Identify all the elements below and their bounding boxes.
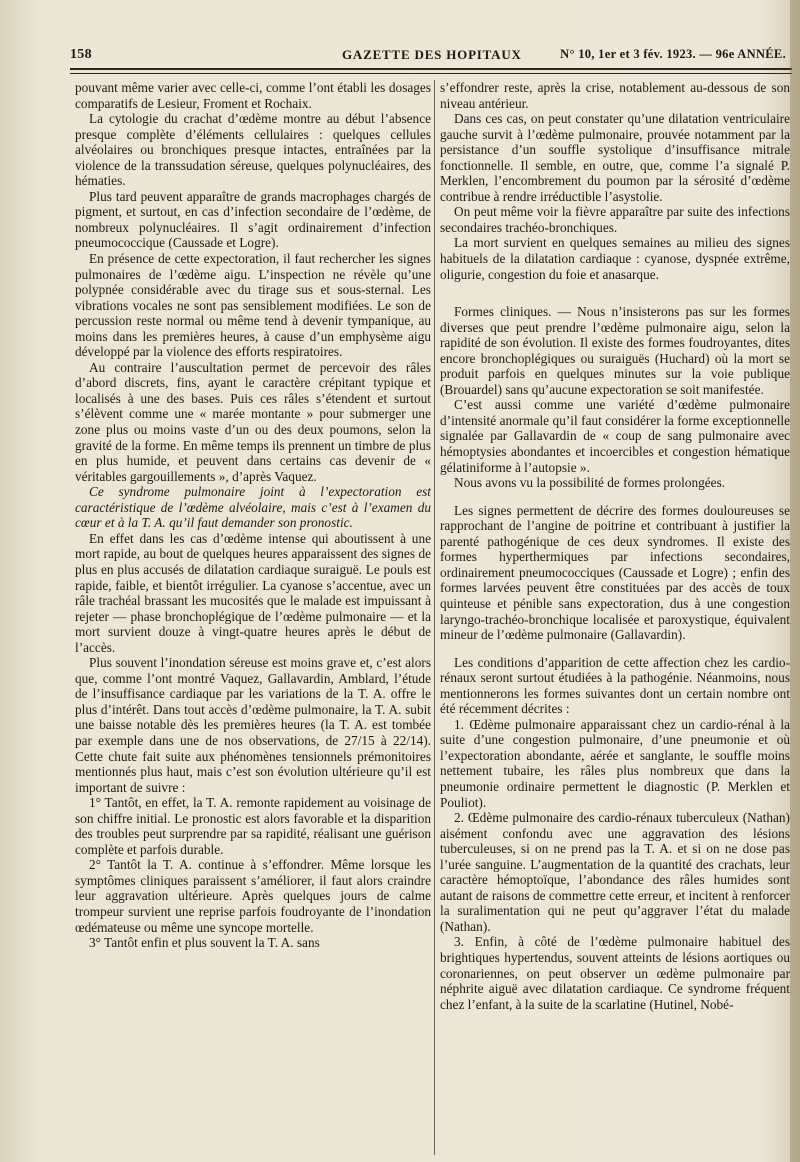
page-number: 158 bbox=[70, 47, 92, 62]
paragraph: 2° Tantôt la T. A. continue à s’effondrer. Même lorsque les symptômes cliniques paraissent s’améliorer, il faut alors craindre leur aggravation ultérieure. Après quelques jours de calme trompeur survient une reprise parfois foudroyante de l’inondation œdémateuse ou même une syncope mortelle. bbox=[75, 857, 431, 935]
paragraph: 3° Tantôt enfin et plus souvent la T. A. sans bbox=[89, 935, 320, 951]
paragraph: La mort survient en quelques semaines au milieu des signes habituels de la dilatation cardiaque : cyanose, dyspnée extrême, oligurie, congestion du foie et anasarque. bbox=[440, 235, 790, 282]
paragraph: En effet dans les cas d’œdème intense qui aboutissent à une mort rapide, au bout de quelques heures apparaissent des signes de plus en plus accusés de dilatation cardiaque suraiguë. Le pouls est rapide, faible, et bientôt irrégulier. La cyanose s’accentue, avec un râle trachéal brassant les mucosités que le malade est impuissant à rejeter — phase bronchoplégique de l’œdème pulmonaire — et la mort survient douze à vingt-quatre heures après le début de l’accès. bbox=[75, 530, 431, 655]
paragraph: C’est aussi comme une variété d’œdème pulmonaire d’intensité anormale qu’il faut considérer la forme exceptionnelle signalée par Gallavardin de « coup de sang pulmonaire avec hémoptysies abondantes et incoercibles et congestion hématique gélatiniforme à l’autopsie ». bbox=[440, 397, 790, 475]
journal-title: GAZETTE DES HOPITAUX bbox=[342, 47, 522, 62]
paragraph: En présence de cette expectoration, il faut rechercher les signes pulmonaires de l’œdème aigu. L’inspection ne révèle qu’une polypnée considérable avec du tirage sus et sous-sternal. Les vibrations vocales ne sont pas sensiblement modifiées. Le son de percussion reste normal ou même tend à devenir tympanique, au moins dans les premières heures, à cause d’un emphysème aigu développé par la violence des efforts respiratoires. bbox=[75, 251, 431, 360]
column-divider bbox=[434, 80, 435, 1155]
right-column bbox=[440, 80, 790, 1012]
paragraph: Dans ces cas, on peut constater qu’une dilatation ventriculaire gauche survit à l’œdème pulmonaire, prouvée notamment par la persistance d’un souffle systolique d’insuffisance mitrale fonctionnelle. Il semble, en outre, que, comme l’a signalé P. Merklen, l’encombrement du poumon par la sérosité d’œdème contribue à rendre irréductible l’asystolie. bbox=[440, 111, 790, 204]
header-rule-thick bbox=[70, 68, 792, 70]
paragraph-italic: Ce syndrome pulmonaire joint à l’expectoration est caractéristique de l’œdème alvéolaire, mais c’est à l’examen du cœur et à la T. A. qu’il faut demander son pronostic. bbox=[75, 484, 431, 531]
page-edge bbox=[790, 0, 800, 1162]
paragraph: Plus tard peuvent apparaître de grands macrophages chargés de pigment, et surtout, en cas d’infection secondaire de l’œdème, de nombreux polynucléaires. Il s’agit ordinairement d’infection pneumococcique (Caussade et Logre). bbox=[75, 188, 431, 251]
paragraph: 1° Tantôt, en effet, la T. A. remonte rapidement au voisinage de son chiffre initial. Le pronostic est alors favorable et la disparition des troubles peut surprendre par sa rapidité, réalisant une guérison complète et parfois durable. bbox=[75, 795, 431, 857]
paragraph: Au contraire l’auscultation permet de percevoir des râles d’abord discrets, fins, ayant le caractère crépitant typique et localisés à une des bases. Puis ces râles s’étendent et surtout s’élèvent comme une « marée montante » pour submerger une zone plus ou moins vaste d’un ou des deux poumons, selon la gravité de la forme. En même temps ils prennent un timbre de plus en plus humide, et peuvent dans certains cas devenir de « véritables gargouillements », d’après Vaquez. bbox=[75, 359, 431, 484]
paragraph: On peut même voir la fièvre apparaître par suite des infections secondaires trachéo-bronchiques. bbox=[440, 204, 790, 235]
paragraph: s’effondrer reste, après la crise, notablement au-dessous de son niveau antérieur. bbox=[440, 80, 790, 111]
paragraph-signes: Les signes permettent de décrire des formes douloureuses se rapprochant de l’angine de poitrine et contribuant à justifier la parenté pathogénique de ces deux syndromes. Il existe des formes hyperthermiques par infections secondaires, ordinairement pneumococciques (Caussade et Logre) ; enfin des formes larvées peuvent être constituées par des accès de toux quinteuse et pénible sans expectoration, dus à une congestion laryngo-trachéo-bronchique localisée et paroxystique, équivalent mineur de l’œdème pulmonaire (Gallavardin). bbox=[440, 502, 790, 643]
paragraph-conditions: Les conditions d’apparition de cette affection chez les cardio-rénaux seront surtout étudiées à la pathogénie. Néanmoins, nous mentionnerons les formes suivantes dont un certain nombre ont été récemment décrites : bbox=[440, 654, 790, 717]
header-rule-thin bbox=[70, 73, 792, 74]
paragraph: 3. Enfin, à côté de l’œdème pulmonaire habituel des brightiques hypertendus, souvent atteints de lésions aortiques ou coronariennes, on peut observer un œdème pulmonaire par néphrite aiguë avec dilatation cardiaque. Ce syndrome fréquent chez l’enfant, à la suite de la scarlatine (Hutinel, Nobé- bbox=[440, 934, 790, 1012]
left-column bbox=[75, 80, 431, 951]
paragraph-formes-cliniques: Formes cliniques. — Nous n’insisterons pas sur les formes diverses que peut prendre l’œdème pulmonaire aigu, selon la rapidité de son évolution. Il existe des formes foudroyantes, dites encore bronchoplégiques ou suraiguës (Huchard) où la mort se produit parfois en quelques minutes sur la voie publique (Brouardel) sans qu’aucune expectoration se soit manifestée. bbox=[440, 304, 790, 397]
paragraph: La cytologie du crachat d’œdème montre au début l’absence presque complète d’éléments cellulaires : quelques cellules alvéolaires ou bronchiques presque intactes, entraînées par la violence de la transsudation séreuse, quelques polynucléaires, des hématies. bbox=[75, 111, 431, 189]
issue-info: N° 10, 1er et 3 fév. 1923. — 96e ANNÉE. bbox=[560, 47, 786, 61]
paragraph: pouvant même varier avec celle-ci, comme l’ont établi les dosages comparatifs de Lesieur, Froment et Rochaix. bbox=[75, 80, 431, 111]
paragraph: Plus souvent l’inondation séreuse est moins grave et, c’est alors que, comme l’ont montré Vaquez, Gallavardin, Amblard, l’étude de l’insuffisance cardiaque par les variations de la T. A. offre le plus d’intérêt. Dans tout accès d’œdème pulmonaire, la T. A. subit une baisse notable dès les premières heures (la T. A. est tombée par exemple dans une de nos observations, de 27/15 à 22/14). Cette chute fait suite aux phénomènes tensionnels prémonitoires mentionnés plus haut, mais c’est son évolution ultérieure qu’il est important de suivre : bbox=[75, 655, 431, 795]
paragraph: 1. Œdème pulmonaire apparaissant chez un cardio-rénal à la suite d’une congestion pulmonaire, d’une pneumonie et où l’expectoration abondante, aérée et sanglante, le souffle moins nettement tubaire, les râles plus nombreux que dans la pneumonie ordinaire permettent le diagnostic (P. Merklen et Pouliot). bbox=[440, 716, 790, 810]
paragraph: 2. Œdème pulmonaire des cardio-rénaux tuberculeux (Nathan) aisément confondu avec une aggravation des lésions tuberculeuses, si on ne prend pas la T. A. et si on ne dose pas l’urée sanguine. L’augmentation de la quantité des crachats, leur caractère hémoptoïque, l’abondance des râles humides sont autant de raisons de commettre cette erreur, et incitent à renforcer la suralimentation qui ne peut qu’aggraver l’état du malade (Nathan). bbox=[440, 810, 790, 934]
page-header bbox=[70, 44, 790, 68]
paragraph: Nous avons vu la possibilité de formes prolongées. bbox=[454, 475, 726, 491]
